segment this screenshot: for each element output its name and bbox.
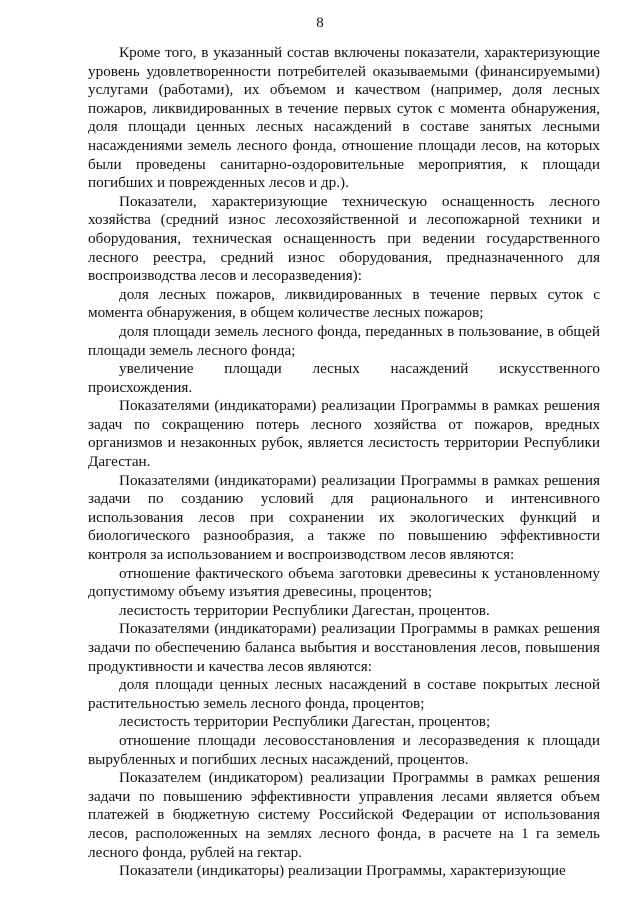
paragraph: Кроме того, в указанный состав включены показатели, характеризующие уровень удовлетворенности потребителей оказываемыми (финансируемыми) услугами (работами), их объемом и качеством (например, доля лесных пожаров, ликвидированных в течение первых суток с момента обнаружения, доля площади ценных лесных насаждений в составе занятых лесными насаждениями земель лесного фонда, отношение площади лесов, на которых были проведены санитарно-оздоровительные мероприятия, к площади погибших и поврежденных лесов и др.).	[88, 44, 600, 192]
page-number: 8	[316, 15, 324, 31]
paragraph: Показателями (индикаторами) реализации Программы в рамках решения задачи по обеспечению баланса выбытия и восстановления лесов, повышения продуктивности и качества лесов являются:	[88, 620, 600, 675]
paragraph: доля лесных пожаров, ликвидированных в течение первых суток с момента обнаружения, в общем количестве лесных пожаров;	[88, 285, 600, 322]
paragraph: Показателями (индикаторами) реализации Программы в рамках решения задачи по созданию условий для рационального и интенсивного использования лесов при сохранении их экологических функций и биологического разнообразия, а также по повышению эффективности контроля за использованием и воспроизводством лесов являются:	[88, 471, 600, 564]
paragraph: доля площади земель лесного фонда, переданных в пользование, в общей площади земель лесного фонда;	[88, 322, 600, 359]
paragraph: Показателями (индикаторами) реализации Программы в рамках решения задач по сокращению потерь лесного хозяйства от пожаров, вредных организмов и незаконных рубок, является лесистость территории Республики Дагестан.	[88, 397, 600, 471]
paragraph: Показатели (индикаторы) реализации Программы, характеризующие	[119, 862, 566, 880]
paragraph: Показатели, характеризующие техническую оснащенность лесного хозяйства (средний износ лесохозяйственной и лесопожарной техники и оборудования, техническая оснащенность при ведении государственного лесного реестра, средний износ оборудования, предназначенного для воспроизводства лесов и лесоразведения):	[88, 192, 600, 285]
paragraph: лесистость территории Республики Дагестан, процентов;	[119, 713, 491, 731]
paragraph: отношение фактического объема заготовки древесины к установленному допустимому объему изъятия древесины, процентов;	[88, 564, 600, 601]
document-body	[88, 44, 600, 881]
paragraph: лесистость территории Республики Дагестан, процентов.	[119, 601, 490, 619]
paragraph: Показателем (индикатором) реализации Программы в рамках решения задачи по повышению эффективности управления лесами является объем платежей в бюджетную систему Российской Федерации от использования лесов, расположенных на землях лесного фонда, в расчете на 1 га земель лесного фонда, рублей на гектар.	[88, 769, 600, 861]
paragraph: увеличение площади лесных насаждений искусственного происхождения.	[88, 360, 600, 396]
paragraph: отношение площади лесовосстановления и лесоразведения к площади вырубленных и погибших лесных насаждений, процентов.	[88, 731, 600, 768]
paragraph: доля площади ценных лесных насаждений в составе покрытых лесной растительностью земель лесного фонда, процентов;	[88, 676, 600, 712]
